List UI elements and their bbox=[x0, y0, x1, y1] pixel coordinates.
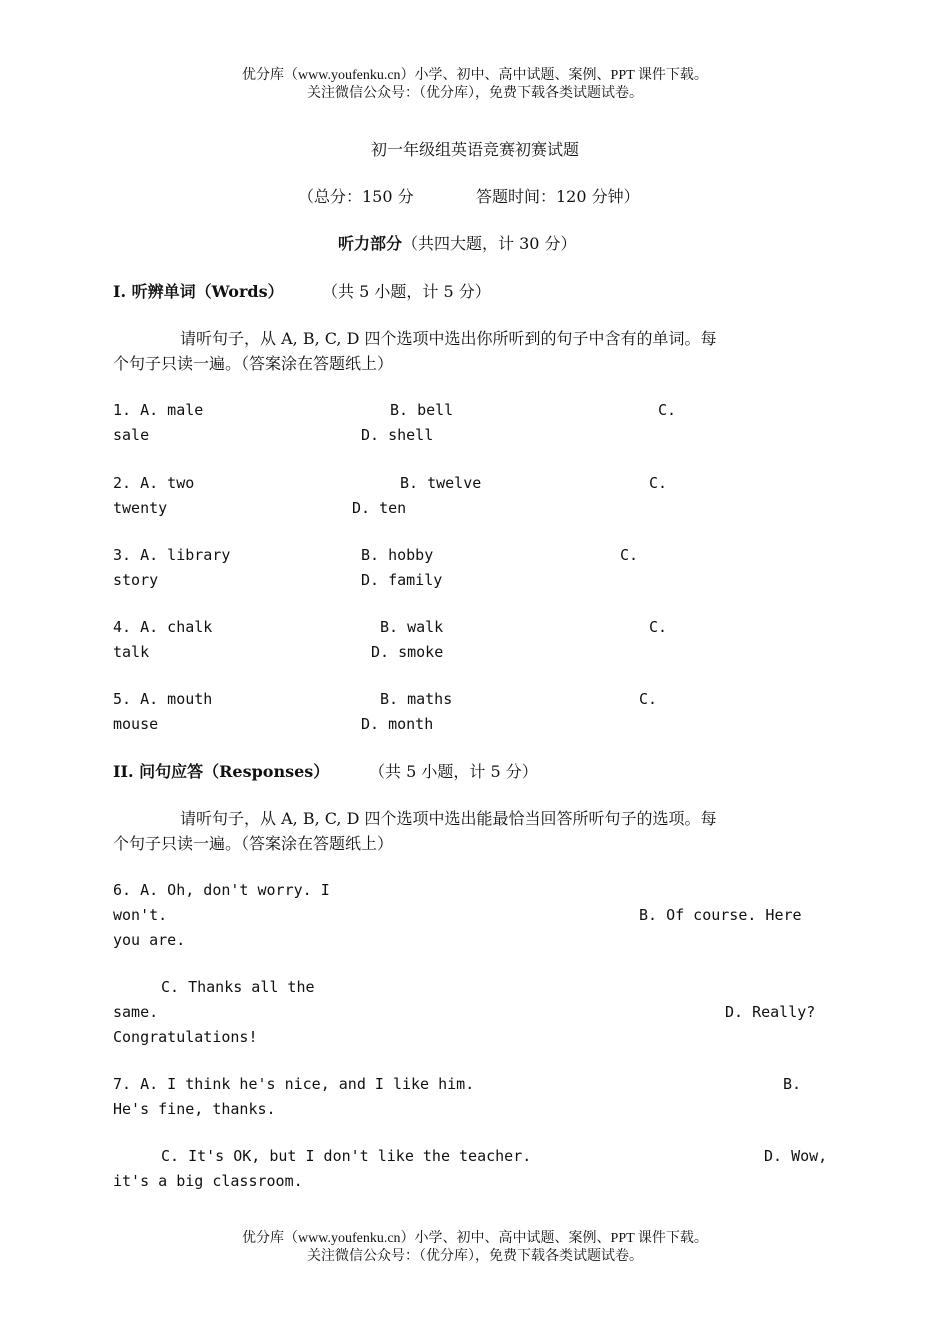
section1-count: （共 5 小题，计 5 分） bbox=[322, 282, 491, 301]
q3-option-c-label: C. bbox=[620, 546, 639, 564]
q2-option-c-text: twenty bbox=[113, 499, 168, 517]
footer-line-1: 优分库（www.youfenku.cn）小学、初中、高中试题、案例、PPT 课件下载。 bbox=[242, 1231, 708, 1246]
section2-instruction-1: 请听句子，从 A, B, C, D 四个选项中选出能最恰当回答所听句子的选项。每 bbox=[180, 809, 717, 828]
q2-option-c-label: C. bbox=[649, 474, 668, 492]
listening-desc: （共四大题，计 30 分） bbox=[402, 234, 577, 253]
q2-option-a: 2. A. two bbox=[113, 474, 195, 492]
exam-title: 初一年级组英语竞赛初赛试题 bbox=[370, 140, 579, 159]
listening-label: 听力部分 bbox=[338, 234, 403, 253]
time-limit: 答题时间：120 分钟） bbox=[476, 187, 640, 206]
q1-option-c-label: C. bbox=[658, 401, 677, 419]
q4-option-a: 4. A. chalk bbox=[113, 618, 213, 636]
q6-option-c-line2: same. bbox=[113, 1003, 159, 1021]
q7-option-d-line2: it's a big classroom. bbox=[113, 1172, 303, 1190]
q4-option-c-text: talk bbox=[113, 643, 150, 661]
q3-option-c-text: story bbox=[113, 571, 159, 589]
q7-option-d-line1: D. Wow, bbox=[764, 1147, 828, 1165]
footer-line-2: 关注微信公众号：（优分库），免费下载各类试题试卷。 bbox=[307, 1249, 643, 1264]
section1-instruction-2: 个句子只读一遍。（答案涂在答题纸上） bbox=[113, 354, 394, 373]
section2-instruction-2: 个句子只读一遍。（答案涂在答题纸上） bbox=[113, 834, 394, 853]
section2-heading: II. 问句应答（Responses） bbox=[113, 762, 330, 781]
q6-option-d-line2: Congratulations! bbox=[113, 1028, 258, 1046]
total-score: （总分：150 分 bbox=[298, 187, 414, 206]
section1-instruction-1: 请听句子，从 A, B, C, D 四个选项中选出你所听到的句子中含有的单词。每 bbox=[180, 329, 717, 348]
q1-option-c-text: sale bbox=[113, 426, 150, 444]
q6-option-b-line1: B. Of course. Here bbox=[639, 906, 802, 924]
q5-option-b: B. maths bbox=[380, 690, 453, 708]
page-header bbox=[0, 67, 950, 103]
q3-option-b: B. hobby bbox=[361, 546, 434, 564]
q5-option-c-text: mouse bbox=[113, 715, 159, 733]
q4-option-b: B. walk bbox=[380, 618, 444, 636]
header-line-1: 优分库（www.youfenku.cn）小学、初中、高中试题、案例、PPT 课件下载。 bbox=[242, 68, 708, 83]
section2-count: （共 5 小题，计 5 分） bbox=[369, 762, 538, 781]
listening-heading bbox=[338, 231, 577, 256]
q1-option-a: 1. A. male bbox=[113, 401, 204, 419]
q5-option-c-label: C. bbox=[639, 690, 658, 708]
q4-option-d: D. smoke bbox=[371, 643, 444, 661]
q4-option-c-label: C. bbox=[649, 618, 668, 636]
q5-option-a: 5. A. mouth bbox=[113, 690, 213, 708]
q7-option-b-line2: He's fine, thanks. bbox=[113, 1100, 276, 1118]
q2-option-b: B. twelve bbox=[400, 474, 482, 492]
q5-option-d: D. month bbox=[361, 715, 434, 733]
q7-option-a: 7. A. I think he's nice, and I like him. bbox=[113, 1075, 475, 1093]
q6-option-d-line1: D. Really? bbox=[725, 1003, 816, 1021]
q2-option-d: D. ten bbox=[352, 499, 407, 517]
page-footer bbox=[0, 1230, 950, 1266]
section1-heading: I. 听辨单词（Words） bbox=[113, 282, 284, 301]
q7-option-c: C. It's OK, but I don't like the teacher. bbox=[161, 1147, 532, 1165]
q1-option-d: D. shell bbox=[361, 426, 434, 444]
q7-option-b-line1: B. bbox=[783, 1075, 802, 1093]
q6-option-c-line1: C. Thanks all the bbox=[161, 978, 315, 996]
q6-option-a-line1: 6. A. Oh, don't worry. I bbox=[113, 881, 330, 899]
header-line-2: 关注微信公众号：（优分库），免费下载各类试题试卷。 bbox=[307, 86, 643, 101]
q6-option-a-line2: won't. bbox=[113, 906, 168, 924]
q3-option-a: 3. A. library bbox=[113, 546, 231, 564]
q1-option-b: B. bell bbox=[390, 401, 454, 419]
q6-option-b-line2: you are. bbox=[113, 931, 186, 949]
q3-option-d: D. family bbox=[361, 571, 443, 589]
